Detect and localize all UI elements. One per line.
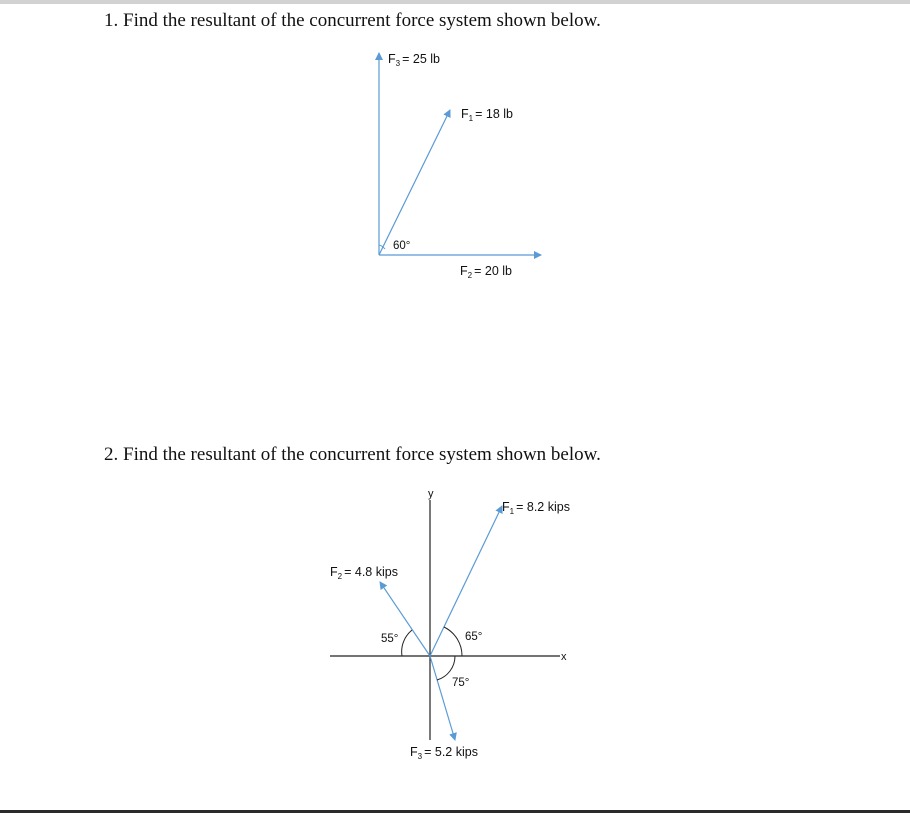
question-2-text: Find the resultant of the concurrent force system shown below. (123, 444, 601, 465)
figure-2 (330, 488, 570, 761)
question-1-text: Find the resultant of the concurrent force system shown below. (123, 10, 601, 31)
f1-label: $F_1 = 18$ lb (461, 107, 513, 123)
question-2-number: 2. (104, 444, 119, 465)
figure-1 (379, 52, 541, 280)
x-axis-label: x (561, 651, 567, 663)
bottom-border (0, 810, 910, 813)
f1-vector-arrow (379, 110, 450, 255)
f3-label: $F_3 = 25$ lb (388, 52, 440, 68)
f2-label: $F_2 = 4.8$ kips (330, 565, 398, 581)
f3-label: $F_3 = 5.2$ kips (410, 745, 478, 761)
f2-label: $F_2 = 20$ lb (460, 264, 512, 280)
angle-label-65: 65° (465, 631, 483, 643)
angle-label-55: 55° (381, 633, 399, 645)
question-2 (104, 444, 601, 466)
question-1-number: 1. (104, 10, 119, 31)
angle-arc-65 (444, 627, 462, 656)
angle-arc-55 (402, 630, 412, 656)
y-axis-label: y (428, 488, 434, 500)
angle-label-60: 60° (393, 240, 411, 252)
f1-label: $F_1 = 8.2$ kips (502, 500, 570, 516)
angle-label-75: 75° (452, 677, 470, 689)
